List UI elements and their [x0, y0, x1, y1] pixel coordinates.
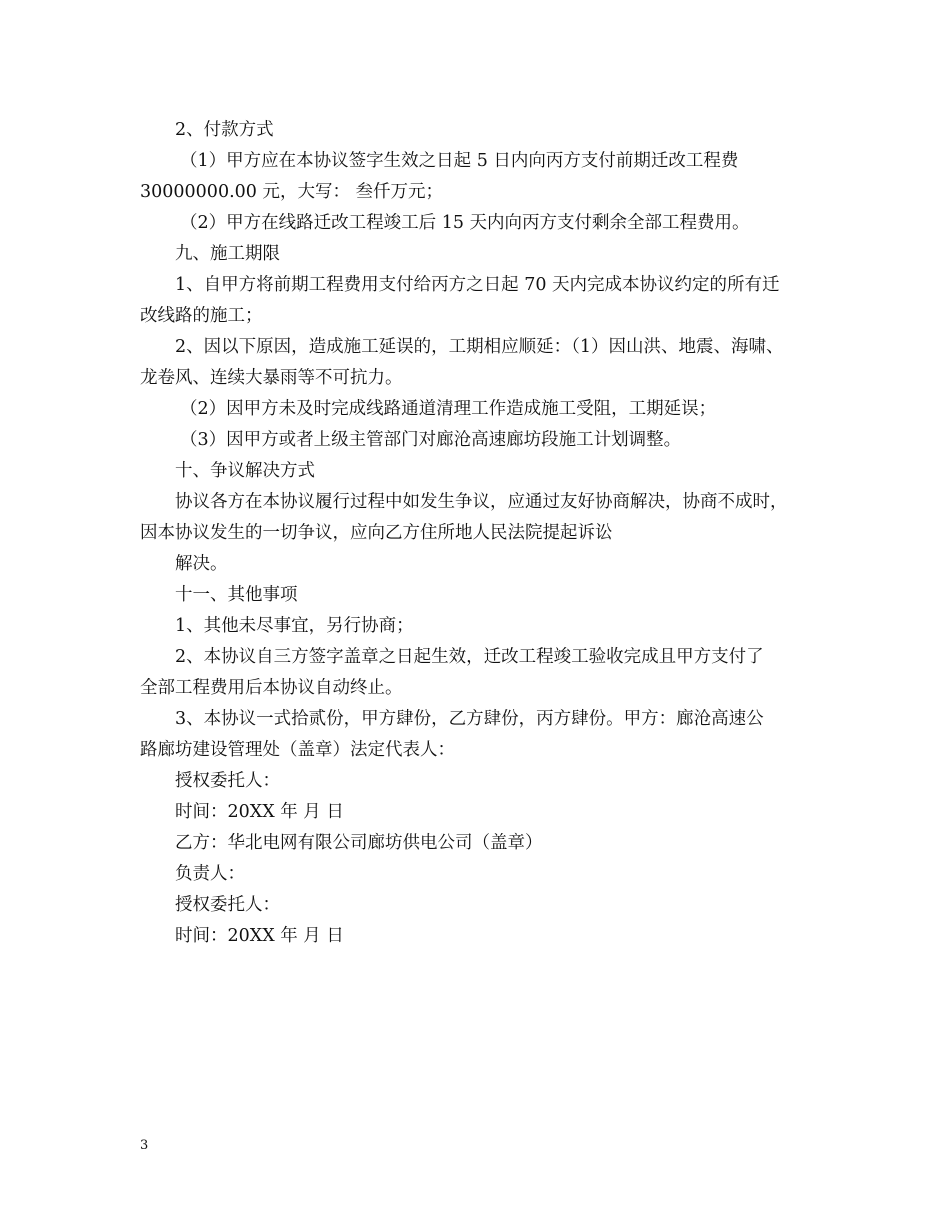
page-number: 3 [140, 1138, 149, 1153]
paragraph-line: 因本协议发生的一切争议，应向乙方住所地人民法院提起诉讼 [140, 523, 613, 543]
date-field: 时间：20XX 年 月 日 [175, 926, 344, 946]
paragraph-line: 2、因以下原因，造成施工延误的，工期相应顺延：（1）因山洪、地震、海啸、 [175, 337, 784, 357]
paragraph-line: 3、本协议一式拾贰份，甲方肆份，乙方肆份，丙方肆份。甲方：廊沧高速公 [175, 709, 764, 729]
paragraph-line: 解决。 [175, 554, 228, 574]
party-b-line: 乙方：华北电网有限公司廊坊供电公司（盖章） [175, 833, 543, 853]
signature-field: 授权委托人： [175, 895, 280, 915]
paragraph-line: 1、自甲方将前期工程费用支付给丙方之日起 70 天内完成本协议约定的所有迁 [175, 275, 780, 295]
paragraph-line: （1）甲方应在本协议签字生效之日起 5 日内向丙方支付前期迁改工程费 [180, 151, 739, 171]
paragraph-line: 改线路的施工； [140, 306, 263, 326]
section-heading: 十、争议解决方式 [175, 461, 315, 481]
paragraph-line: 龙卷风、连续大暴雨等不可抗力。 [140, 368, 403, 388]
section-heading: 九、施工期限 [175, 244, 280, 264]
document-body [140, 115, 840, 952]
paragraph-line: （3）因甲方或者上级主管部门对廊沧高速廊坊段施工计划调整。 [180, 430, 682, 450]
paragraph-line: 30000000.00 元，大写： 叁仟万元； [140, 182, 444, 202]
paragraph-line: 1、其他未尽事宜，另行协商； [175, 616, 414, 636]
date-field: 时间：20XX 年 月 日 [175, 802, 344, 822]
paragraph-line: 协议各方在本协议履行过程中如发生争议，应通过友好协商解决，协商不成时， [175, 492, 788, 512]
paragraph-line: 路廊坊建设管理处（盖章）法定代表人： [140, 740, 455, 760]
section-heading: 十一、其他事项 [175, 585, 298, 605]
signature-field: 负责人： [175, 864, 245, 884]
signature-field: 授权委托人： [175, 771, 280, 791]
paragraph-line: 2、付款方式 [175, 120, 274, 140]
paragraph-line: 2、本协议自三方签字盖章之日起生效，迁改工程竣工验收完成且甲方支付了 [175, 647, 764, 667]
paragraph-line: （2）甲方在线路迁改工程竣工后 15 天内向丙方支付剩余全部工程费用。 [180, 213, 750, 233]
paragraph-line: （2）因甲方未及时完成线路通道清理工作造成施工受阻，工期延误； [180, 399, 717, 419]
paragraph-line: 全部工程费用后本协议自动终止。 [140, 678, 403, 698]
